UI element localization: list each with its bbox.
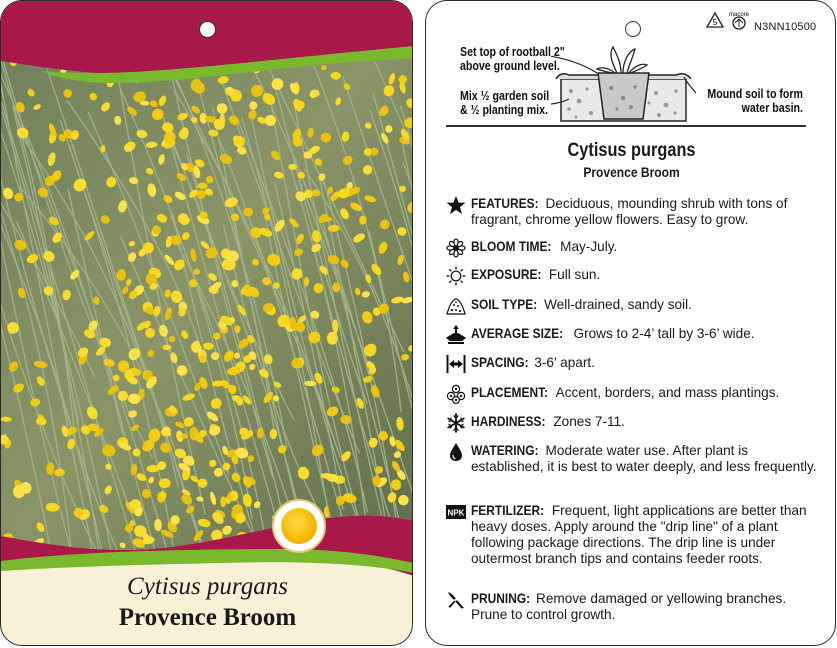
info-label: HARDINESS: [471, 414, 546, 429]
pruners-icon [446, 590, 466, 610]
info-text: Deciduous, mounding shrub with tons of fragrant, chrome yellow flowers. Easy to grow. [471, 196, 788, 227]
product-code: N3NN10500 [754, 21, 817, 33]
hang-hole [199, 21, 216, 38]
info-text: Grows to 2-4’ tall by 3-6’ wide. [569, 326, 755, 341]
back-botanical-name: Cytisus purgans [567, 140, 696, 161]
recycle-icon [705, 12, 725, 30]
recycle-number: 5 [712, 18, 718, 27]
info-label: AVERAGE SIZE: [471, 326, 564, 341]
info-text: Remove damaged or yellowing branches. Prune to control growth. [471, 591, 787, 622]
info-label: FEATURES: [471, 196, 539, 211]
flower [234, 325, 240, 333]
macore-logo-icon [726, 9, 752, 31]
mound-line-1: Mound soil to form [707, 87, 803, 101]
soil-mix-note [460, 89, 549, 117]
back-plant-name: Provence Broom [583, 164, 680, 180]
rootball-line-1: Set top of rootball 2" [460, 45, 565, 59]
star-icon [446, 195, 466, 215]
rootball-line-2: above ground level. [460, 59, 560, 73]
info-text: Moderate water use. After plant is established, it is best to water deeply, and less frequently. [471, 443, 817, 474]
sun-icon [281, 508, 317, 544]
flower [200, 211, 208, 219]
water-drop-icon [446, 442, 466, 462]
info-label: BLOOM TIME: [471, 239, 552, 254]
info-label: WATERING: [471, 443, 539, 458]
front-card [0, 0, 413, 646]
plant-photo [1, 1, 413, 646]
soil-line-1: Mix ½ garden soil [460, 89, 550, 103]
npk-label: NPK [447, 508, 465, 518]
spacing-icon [446, 354, 466, 374]
snowflake-icon [446, 413, 466, 433]
info-label: SPACING: [471, 355, 529, 370]
info-text: 3-6’ apart. [530, 355, 595, 370]
info-text: Accent, borders, and mass plantings. [552, 385, 780, 400]
hang-hole [625, 21, 641, 37]
soil-icon [446, 296, 466, 316]
rootball-note [460, 45, 565, 73]
sun-icon [446, 266, 466, 286]
info-label: PLACEMENT: [471, 385, 549, 400]
full-sun-badge [272, 499, 326, 553]
size-icon [446, 325, 466, 345]
info-label: SOIL TYPE: [471, 297, 538, 312]
flower [332, 282, 340, 292]
back-card [425, 0, 836, 646]
soil-line-2: & ½ planting mix. [460, 103, 548, 117]
info-label: FERTILIZER: [471, 503, 545, 518]
info-label: EXPOSURE: [471, 267, 542, 282]
info-text: Full sun. [545, 267, 601, 282]
info-text: May-July. [556, 239, 618, 254]
mound-note [684, 87, 803, 115]
placement-icon [446, 384, 466, 404]
info-text: Well-drained, sandy soil. [540, 297, 692, 312]
logo-text: macore [728, 12, 750, 18]
planting-diagram [551, 43, 696, 125]
flower-icon [446, 238, 466, 258]
front-plant-name: Provence Broom [118, 604, 297, 631]
npk-icon [446, 502, 466, 522]
flower [194, 269, 200, 275]
info-label: PRUNING: [471, 591, 531, 606]
info-text: Zones 7-11. [549, 414, 625, 429]
divider [446, 125, 806, 127]
mound-line-2: water basin. [741, 101, 803, 115]
info-text: Frequent, light applications are better than heavy doses. Apply around the "drip line" of a plant following package directions. The drip line is under outermost branch tips and contains feeder roots. [471, 503, 807, 566]
front-botanical-name: Cytisus purgans [127, 573, 288, 600]
